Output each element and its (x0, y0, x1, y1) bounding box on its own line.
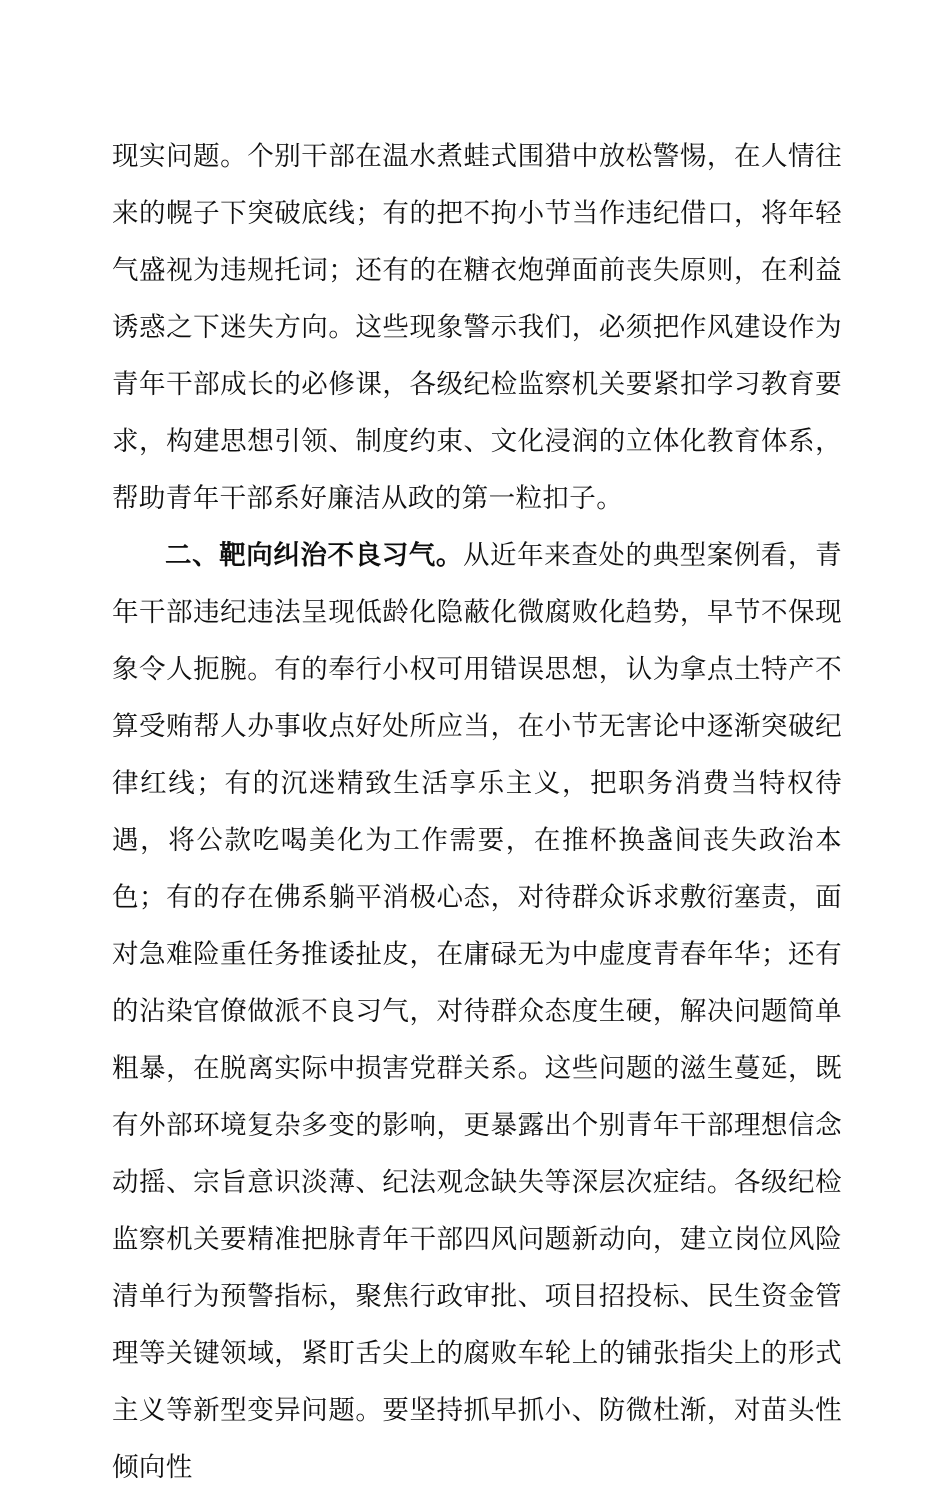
section-heading-two: 二、靶向纠治不良习气。 (165, 540, 463, 571)
paragraph-text: 从近年来查处的典型案例看，青年干部违纪违法呈现低龄化隐蔽化微腐败化趋势，早节不保现象令人扼腕。有的奉行小权可用错误思想，认为拿点土特产不算受贿帮人办事收点好处所应当，在小节无害论中逐渐突破纪律红线；有的沉迷精致生活享乐主义，把职务消费当特权待遇，将公款吃喝美化为工作需要，在推杯换盏间丧失政治本色；有的存在佛系躺平消极心态，对待群众诉求敷衍塞责，面对急难险重任务推诿扯皮，在庸碌无为中虚度青春年华；还有的沾染官僚做派不良习气，对待群众态度生硬，解决问题简单粗暴，在脱离实际中损害党群关系。这些问题的滋生蔓延，既有外部环境复杂多变的影响，更暴露出个别青年干部理想信念动摇、宗旨意识淡薄、纪法观念缺失等深层次症结。各级纪检监察机关要精准把脉青年干部四风问题新动向，建立岗位风险清单行为预警指标，聚焦行政审批、项目招投标、民生资金管理等关键领域，紧盯舌尖上的腐败车轮上的铺张指尖上的形式主义等新型变异问题。要坚持抓早抓小、防微杜渐，对苗头性倾向性 (112, 540, 842, 1483)
paragraph-text: 现实问题。个别干部在温水煮蛙式围猎中放松警惕，在人情往来的幌子下突破底线；有的把不拘小节当作违纪借口，将年轻气盛视为违规托词；还有的在糖衣炮弹面前丧失原则，在利益诱惑之下迷失方向。这些现象警示我们，必须把作风建设作为青年干部成长的必修课，各级纪检监察机关要紧扣学习教育要求，构建思想引领、制度约束、文化浸润的立体化教育体系，帮助青年干部系好廉洁从政的第一粒扣子。 (112, 141, 842, 514)
paragraph-continuation (112, 128, 842, 527)
document-body (112, 128, 842, 1496)
paragraph-section-two (112, 527, 842, 1496)
